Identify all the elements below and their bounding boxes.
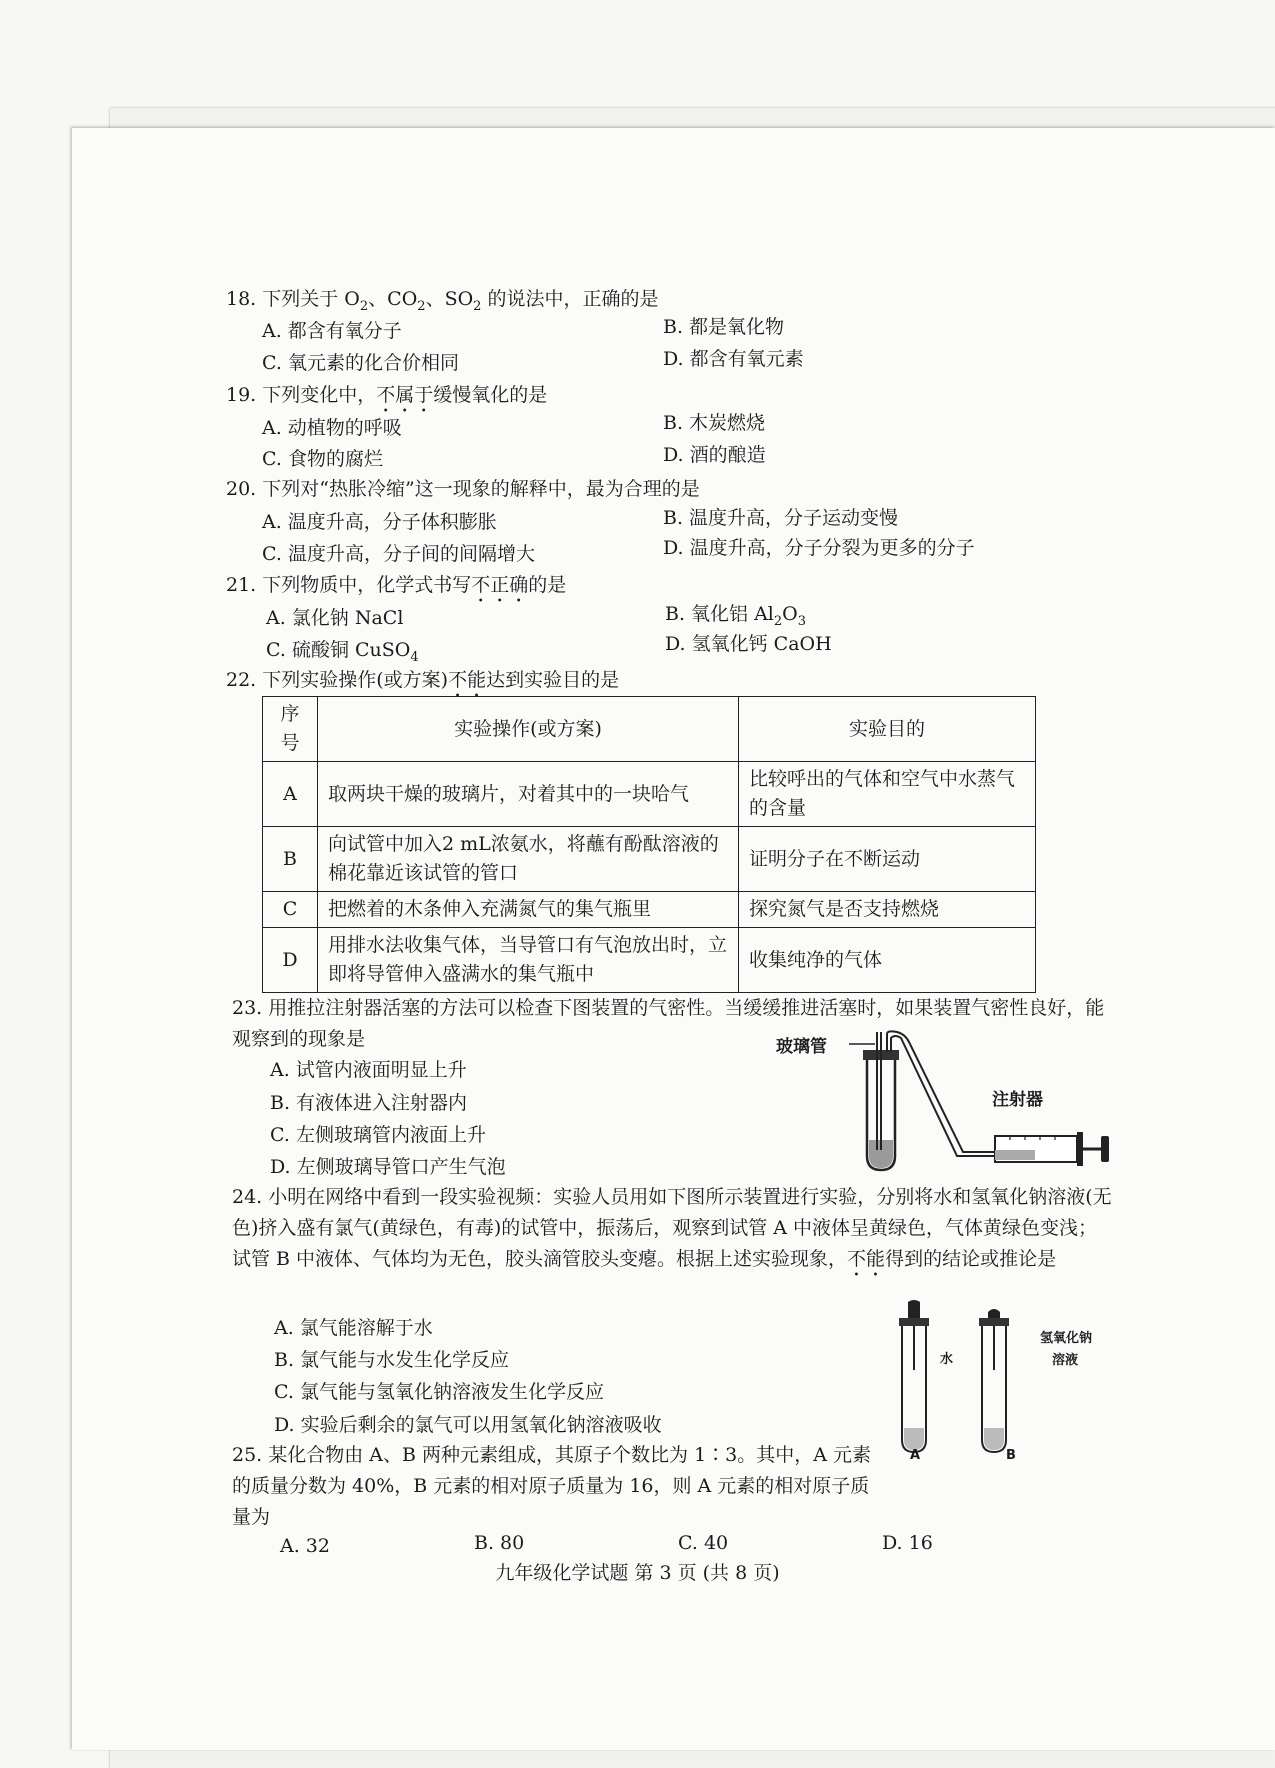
row-operation: 用排水法收集气体，当导管口有气泡放出时，立即将导管伸入盛满水的集气瓶中 — [318, 928, 739, 993]
q19-option-a[interactable]: A. 动植物的呼吸 — [262, 417, 402, 439]
syringe-apparatus-figure — [845, 1028, 1115, 1176]
q18-option-a[interactable]: A. 都含有氧分子 — [262, 320, 402, 342]
label-tube-b: B — [1006, 1448, 1016, 1463]
table-row — [263, 827, 1036, 892]
q18-stem-text: 的说法中，正确的是 — [481, 288, 659, 310]
q22-stem-text: 下列实验操作(或方案) — [262, 669, 449, 691]
q22-stem-text: 达到实验目的是 — [486, 669, 620, 691]
q18-stem-text: 、CO — [368, 288, 418, 310]
q25-number: 25. — [232, 1444, 263, 1466]
row-operation: 把燃着的木条伸入充满氮气的集气瓶里 — [318, 892, 739, 928]
q19-option-b[interactable]: B. 木炭燃烧 — [663, 412, 766, 434]
row-operation: 向试管中加入2 mL浓氨水，将蘸有酚酞溶液的棉花靠近该试管的管口 — [318, 827, 739, 892]
q20-option-a[interactable]: A. 温度升高，分子体积膨胀 — [262, 511, 497, 533]
q18-option-b[interactable]: B. 都是氧化物 — [663, 316, 785, 338]
q24-emphasis: 不能 — [847, 1248, 886, 1270]
q21-option-d[interactable]: D. 氢氧化钙 CaOH — [665, 633, 832, 655]
q19-stem-text: 下列变化中， — [262, 384, 377, 406]
q19-stem-text: 缓慢氧化的是 — [433, 384, 548, 406]
table-header-row — [263, 697, 1036, 762]
q25-option-c[interactable]: C. 40 — [678, 1532, 729, 1554]
q21-stem-text: 的是 — [528, 574, 567, 596]
q18-option-c[interactable]: C. 氧元素的化合价相同 — [262, 352, 459, 374]
row-goal: 证明分子在不断运动 — [739, 827, 1036, 892]
q19-option-c[interactable]: C. 食物的腐烂 — [262, 448, 383, 470]
q20-number: 20. — [226, 478, 257, 500]
label-water: 水 — [940, 1352, 954, 1367]
row-id: A — [263, 762, 318, 827]
table-header: 实验目的 — [739, 697, 1036, 762]
q25-option-b[interactable]: B. 80 — [474, 1532, 525, 1554]
q18-stem-text: 、SO — [425, 288, 474, 310]
q23-option-d[interactable]: D. 左侧玻璃导管口产生气泡 — [270, 1156, 506, 1178]
q18-sub: 2 — [473, 298, 482, 314]
q21-number: 21. — [226, 574, 257, 596]
table-header: 序号 — [263, 697, 318, 762]
q25-option-d[interactable]: D. 16 — [882, 1532, 933, 1554]
q24-option-d[interactable]: D. 实验后剩余的氯气可以用氢氧化钠溶液吸收 — [274, 1414, 662, 1436]
label-syringe: 注射器 — [992, 1090, 1043, 1110]
q21-option-a[interactable]: A. 氯化钠 NaCl — [266, 607, 404, 629]
row-id: C — [263, 892, 318, 928]
q21-b-text: O — [782, 603, 798, 625]
q18-stem-text: 下列关于 O — [262, 288, 360, 310]
q22-emphasis: 不能 — [448, 669, 487, 691]
table-row — [263, 762, 1036, 827]
q20-stem-text: 下列对“热胀冷缩”这一现象的解释中，最为合理的是 — [262, 478, 700, 500]
question-18-stem — [226, 287, 659, 319]
q21-option-c[interactable] — [266, 638, 419, 670]
row-id: B — [263, 827, 318, 892]
q21-emphasis: 不正确 — [471, 574, 529, 596]
q21-c-text: C. 硫酸铜 CuSO — [266, 639, 411, 661]
q21-option-b[interactable] — [665, 602, 806, 634]
question-20-stem — [226, 477, 700, 502]
label-naoh-2: 溶液 — [1052, 1353, 1079, 1368]
q19-emphasis: 不属于 — [376, 384, 434, 406]
row-id: D — [263, 928, 318, 993]
q19-option-d[interactable]: D. 酒的酿造 — [663, 444, 766, 466]
row-goal: 收集纯净的气体 — [739, 928, 1036, 993]
q18-sub: 2 — [359, 298, 369, 314]
question-19-stem — [226, 383, 547, 417]
q20-option-d[interactable]: D. 温度升高，分子分裂为更多的分子 — [663, 537, 975, 559]
q19-number: 19. — [226, 384, 257, 406]
q24-option-a[interactable]: A. 氯气能溶解于水 — [274, 1317, 433, 1339]
row-goal: 探究氮气是否支持燃烧 — [739, 892, 1036, 928]
q23-stem-text: 用推拉注射器活塞的方法可以检查下图装置的气密性。当缓缓推进活塞时，如果装置气密性良好，能观察到的现象是 — [232, 997, 1105, 1050]
row-operation: 取两块干燥的玻璃片，对着其中的一块哈气 — [318, 762, 739, 827]
q24-stem-text: 小明在网络中看到一段实验视频：实验人员用如下图所示装置进行实验，分别将水和氢氧化钠溶液(无色)挤入盛有氯气(黄绿色，有毒)的试管中，振荡后，观察到试管 A 中液体呈黄绿色，气体黄绿色变浅；试管 B 中液体、气体均为无色，胶头滴管胶头变瘪。根据上述实验现象， — [232, 1186, 1112, 1270]
page-footer: 九年级化学试题 第 3 页 (共 8 页) — [495, 1562, 780, 1584]
label-glass-tube: 玻璃管 — [776, 1037, 827, 1057]
question-21-stem — [226, 573, 566, 607]
q21-stem-text: 下列物质中，化学式书写 — [262, 574, 472, 596]
q18-option-d[interactable]: D. 都含有氧元素 — [663, 348, 804, 370]
table-row — [263, 892, 1036, 928]
test-tubes-figure — [896, 1300, 1016, 1460]
q25-stem-text: 某化合物由 A、B 两种元素组成，其原子个数比为 1∶3。其中，A 元素的质量分数为 40%，B 元素的相对原子质量为 16，则 A 元素的相对原子质量为 — [232, 1444, 872, 1528]
q24-stem-text: 得到的结论或推论是 — [885, 1248, 1057, 1270]
q24-option-c[interactable]: C. 氯气能与氢氧化钠溶液发生化学反应 — [274, 1381, 604, 1403]
q21-b-sub: 3 — [797, 613, 807, 629]
q21-c-sub: 4 — [410, 649, 419, 665]
table-header: 实验操作(或方案) — [318, 697, 739, 762]
row-goal: 比较呼出的气体和空气中水蒸气的含量 — [739, 762, 1036, 827]
q25-option-a[interactable]: A. 32 — [280, 1535, 330, 1557]
q22-table — [262, 696, 1036, 993]
question-24-stem — [232, 1182, 1112, 1281]
q20-option-b[interactable]: B. 温度升高，分子运动变慢 — [663, 507, 899, 529]
q24-number: 24. — [232, 1186, 263, 1208]
question-25-stem — [232, 1440, 872, 1533]
q18-number: 18. — [226, 288, 257, 310]
q23-number: 23. — [232, 997, 263, 1019]
q20-option-c[interactable]: C. 温度升高，分子间的间隔增大 — [262, 543, 535, 565]
q22-number: 22. — [226, 669, 257, 691]
q23-option-b[interactable]: B. 有液体进入注射器内 — [270, 1092, 468, 1114]
q23-option-a[interactable]: A. 试管内液面明显上升 — [270, 1059, 467, 1081]
q21-b-text: B. 氧化铝 Al — [665, 603, 774, 625]
label-tube-a: A — [910, 1448, 921, 1463]
table-row — [263, 928, 1036, 993]
label-naoh-1: 氢氧化钠 — [1040, 1331, 1093, 1346]
q21-b-sub: 2 — [773, 613, 783, 629]
q24-option-b[interactable]: B. 氯气能与水发生化学反应 — [274, 1349, 510, 1371]
q23-option-c[interactable]: C. 左侧玻璃管内液面上升 — [270, 1124, 486, 1146]
q18-sub: 2 — [417, 298, 426, 314]
